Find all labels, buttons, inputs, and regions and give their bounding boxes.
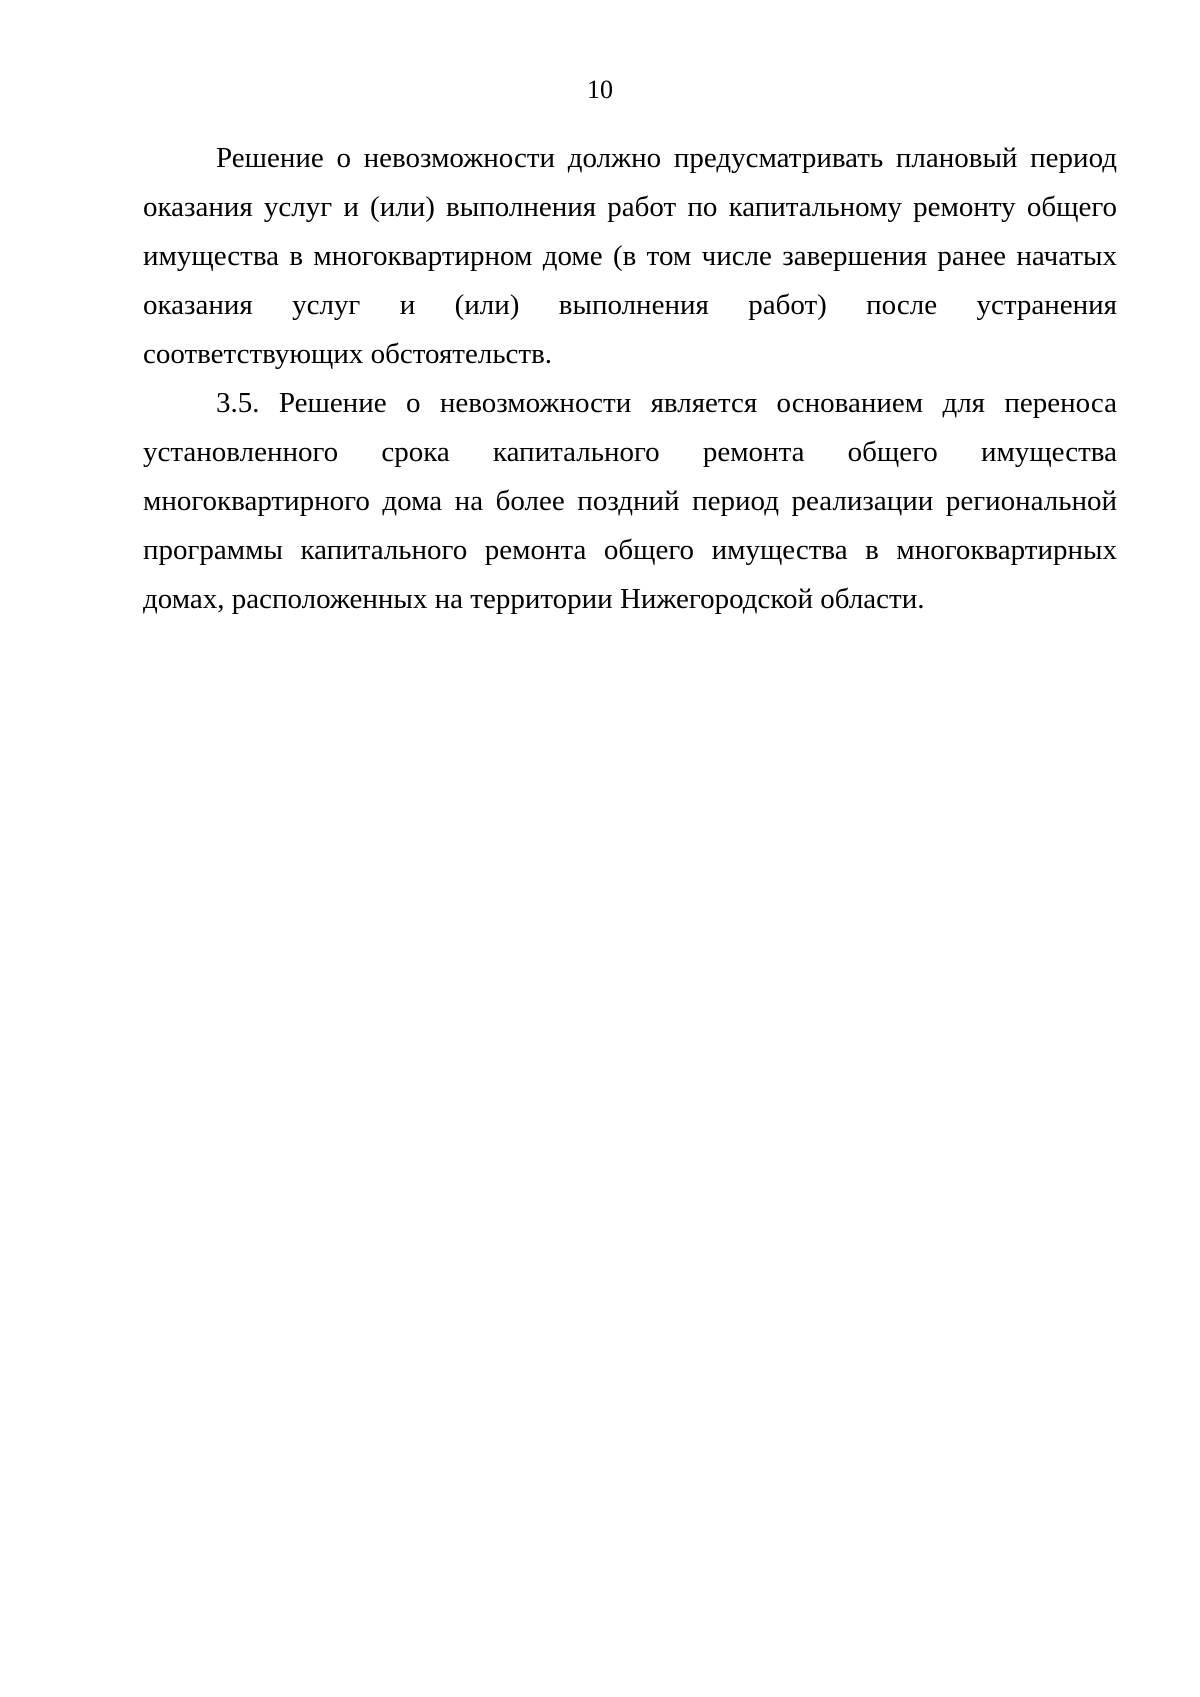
- document-body: [143, 134, 1117, 624]
- paragraph-3-5-postponement: 3.5. Решение о невозможности является основанием для переноса установленного срока капитального ремонта общего имущества многоквартирного дома на более поздний период реализации региональной программы капитального ремонта общего имущества в многоквартирных домах, расположенных на территории Нижегородской области.: [143, 387, 1117, 615]
- paragraph-impossibility-decision-period: Решение о невозможности должно предусматривать плановый период оказания услуг и (или) выполнения работ по капитальному ремонту общего имущества в многоквартирном доме (в том числе завершения ранее начатых оказания услуг и (или) выполнения работ) после устранения соответствующих обстоятельств.: [143, 142, 1117, 370]
- page-number: 10: [587, 75, 613, 104]
